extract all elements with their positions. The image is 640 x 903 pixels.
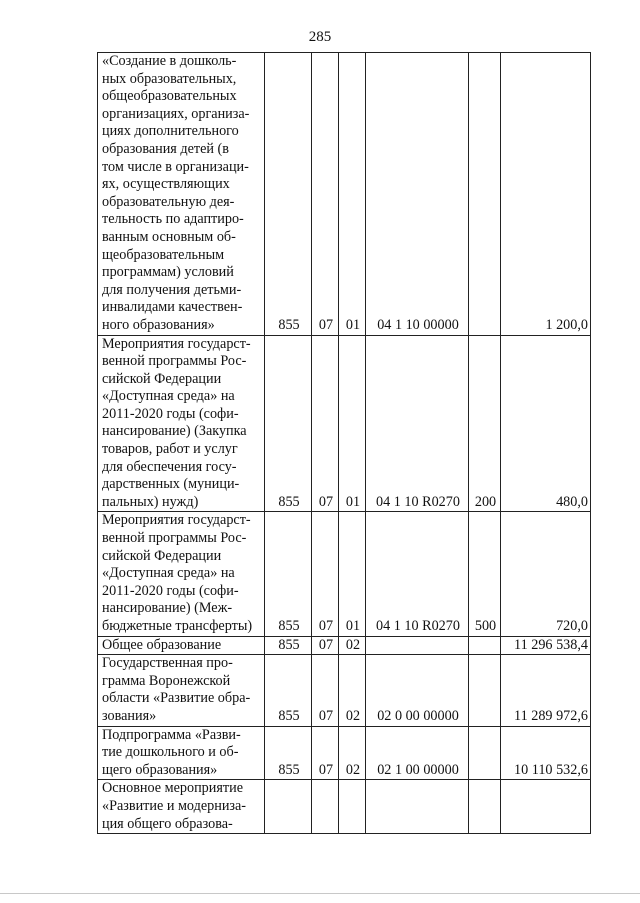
page-number: 285 (308, 29, 332, 45)
table-row (98, 512, 591, 636)
amount: 11 289 972,6 (501, 655, 591, 726)
table-row (98, 726, 591, 780)
expense-type-code: 200 (469, 335, 501, 512)
expense-type-code (469, 636, 501, 655)
ministry-code: 855 (265, 655, 312, 726)
subsection-code: 01 (339, 512, 366, 636)
amount: 480,0 (501, 335, 591, 512)
target-article-code: 04 1 10 R0270 (366, 512, 469, 636)
ministry-code: 855 (265, 335, 312, 512)
section-code: 07 (312, 53, 339, 336)
ministry-code: 855 (265, 636, 312, 655)
expense-type-code (469, 780, 501, 834)
amount: 1 200,0 (501, 53, 591, 336)
target-article-code: 04 1 10 R0270 (366, 335, 469, 512)
row-name: Основное мероприятие «Развитие и модерниза- ция общего образова- (98, 780, 265, 834)
section-code: 07 (312, 726, 339, 780)
table-row (98, 335, 591, 512)
amount (501, 780, 591, 834)
target-article-code: 02 0 00 00000 (366, 655, 469, 726)
subsection-code: 02 (339, 726, 366, 780)
budget-table (97, 52, 591, 834)
target-article-code: 04 1 10 00000 (366, 53, 469, 336)
row-name: «Создание в дошколь- ных образовательных, общеобразовательных организациях, организа- циях дополнительного образования детей (в том числе в организаци- ях, осуществляющих образовательную дея- тельность по адаптиро- ванным основным об- щеобразовательным программам) условий для получения детьми- инвалидами качествен- ного образования» (98, 53, 265, 336)
expense-type-code (469, 726, 501, 780)
amount: 10 110 532,6 (501, 726, 591, 780)
row-name: Мероприятия государст- венной программы Рос- сийской Федерации «Доступная среда» на 2011-2020 годы (софи- нансирование) (Меж- бюджетные трансферты) (98, 512, 265, 636)
subsection-code (339, 780, 366, 834)
table-row (98, 636, 591, 655)
subsection-code: 01 (339, 335, 366, 512)
section-code: 07 (312, 655, 339, 726)
table-row (98, 53, 591, 336)
row-name: Общее образование (98, 636, 265, 655)
table-row (98, 780, 591, 834)
row-name: Подпрограмма «Разви- тие дошкольного и об- щего образования» (98, 726, 265, 780)
target-article-code (366, 780, 469, 834)
target-article-code (366, 636, 469, 655)
ministry-code (265, 780, 312, 834)
subsection-code: 02 (339, 636, 366, 655)
amount: 11 296 538,4 (501, 636, 591, 655)
subsection-code: 02 (339, 655, 366, 726)
ministry-code: 855 (265, 512, 312, 636)
row-name: Государственная про- грамма Воронежской области «Развитие обра- зования» (98, 655, 265, 726)
row-name: Мероприятия государст- венной программы Рос- сийской Федерации «Доступная среда» на 2011-2020 годы (софи- нансирование) (Закупка товаров, работ и услуг для обеспечения госу- дарственных (муници- пальных) нужд) (98, 335, 265, 512)
section-code (312, 780, 339, 834)
amount: 720,0 (501, 512, 591, 636)
table-row (98, 655, 591, 726)
target-article-code: 02 1 00 00000 (366, 726, 469, 780)
expense-type-code (469, 655, 501, 726)
expense-type-code: 500 (469, 512, 501, 636)
ministry-code: 855 (265, 53, 312, 336)
section-code: 07 (312, 512, 339, 636)
section-code: 07 (312, 335, 339, 512)
ministry-code: 855 (265, 726, 312, 780)
scan-edge-divider (0, 893, 640, 894)
subsection-code: 01 (339, 53, 366, 336)
section-code: 07 (312, 636, 339, 655)
expense-type-code (469, 53, 501, 336)
